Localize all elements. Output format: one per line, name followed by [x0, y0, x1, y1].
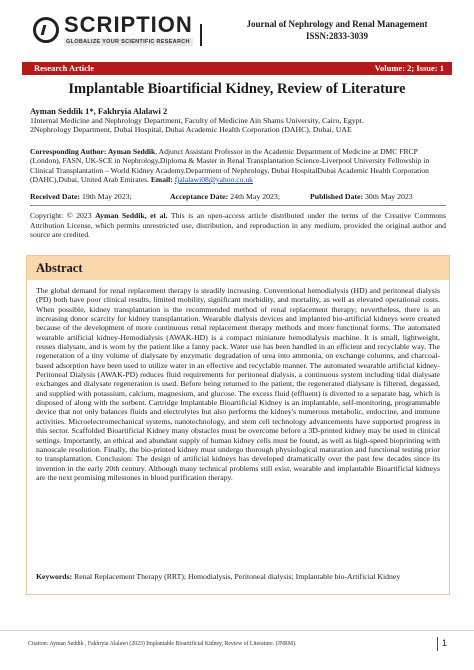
article-band	[22, 62, 452, 75]
article-type: Research Article	[34, 63, 95, 73]
received-value: 19th May 2023;	[81, 192, 132, 201]
footer-divider	[0, 630, 474, 631]
keywords-label: Keywords:	[36, 572, 73, 581]
abstract-header	[27, 256, 449, 280]
received-label: Received Date:	[30, 192, 81, 201]
abstract-heading: Abstract	[36, 261, 83, 275]
logo-mark-icon	[33, 17, 59, 43]
email-link[interactable]: fjalalawi08@yahoo.co.uk	[174, 174, 253, 184]
published-value: 30th May 2023	[365, 192, 413, 201]
corresponding-author	[30, 147, 448, 184]
corresponding-label: Corresponding Author: Ayman Seddik	[30, 147, 156, 156]
publisher-logo	[33, 14, 193, 46]
published-label: Published Date:	[310, 192, 364, 201]
journal-name: Journal of Nephrology and Renal Management	[246, 19, 428, 29]
logo-name: SCRIPTION	[64, 12, 193, 37]
copyright-prefix: Copyright: © 2023	[30, 211, 96, 220]
keywords-list: Renal Replacement Therapy (RRT); Hemodialysis, Peritoneal dialysis; Implantable bio-Artificial Kidney	[72, 572, 401, 581]
abstract-body: The global demand for renal replacement therapy is steadily increasing. Conventional hemodialysis (HD) and peritoneal dialysis (PD) both have poor clinical results, limited mobility, significant morbidity, and mortality, as well as elevated operational costs. When possible, kidney transplantation is the recommended method of renal replacement therapy; nevertheless, there is an increasing donor scarcity for kidney transplantation. Wearable dialysis devices and implanted bio-artificial kidneys were created because of the development of more continuous renal replacement therapy methods and more functional forms. The automated wearable artificial kidney-Hemodialysis (AWAK-HD) is a compact miniature hemodialysis machine. It is small, lightweight, reuses dialysate, and is worn by the patient like a fanny pack. Water use has been handled in an efficient and recyclable way. The regeneration of a tiny volume of dialysate by enzymatic degradation of urea into ammonia, on exchange columns, and charcoal-based adsorption have been used to utilize water in an effective and recyclable manner. The automated wearable artificial kidney- Peritoneal Dialysis (AWAK-PD) reduces fluid requirements for peritoneal dialysis, a continuous system including tidal dialysate exchanges and dialysate regeneration is used. Before being returned to the patient, the regenerated dialysate is filtered, degassed, and supplied with potassium, calcium, magnesium, and glucose. The excess fluid (effluent) is diverted to a separate bag, which is disposed of along with the sorbent. Cartridge Implantable Bioartificial Kidney is an implantable, self-monitoring, programmable device that not only balances fluids and electrolytes but also performs the kidney's numerous metabolic, endocrine, and immune activities. Microelectromechanical systems, nanotechnology, and stem cell technology advancements have supported progress in this sector. Scaffolded Bioartificial Kidney many obstacles must be overcome before a 3D-printed kidney may be used in clinical settings. Importantly, an ethical and abundant supply of human kidney cells must be found, as well as high-speed bioprinting with nanoscale resolution. Finally, the bio-printed kidney must undergo thorough physiological maturation and functional testing prior to transplantation. Conclusion: The design of artificial kidneys has developed dramatically over the past few decades since its invention in the early 20th century. Although many technical problems still exist, wearable and implantable Bioartificial kidneys are the next promising milestones in blood purification therapy.	[36, 286, 440, 482]
divider	[30, 205, 446, 206]
journal-issn: ISSN:2833-3039	[305, 31, 368, 41]
volume-issue: Volume: 2; Issue: 1	[374, 63, 444, 73]
header-divider	[200, 24, 202, 46]
published-date	[310, 192, 413, 201]
keywords	[36, 572, 440, 581]
logo-tagline: GLOBALIZE YOUR SCIENTIFIC RESEARCH	[64, 38, 193, 46]
page-number: 1	[442, 638, 448, 648]
page-header	[0, 0, 474, 58]
journal-info	[232, 18, 442, 42]
affiliation-2: 2Nephrology Department, Dubai Hospital, Dubai Academic Health Corporation (DAHC), Dubai, UAE	[30, 125, 352, 134]
corresponding-details: , Adjunct Assistant Professor in the Academic Department of Medicine at DMC FRCP (London), FASN, UK-SCE in Nephrology,Diploma & Master in Renal Transplantation Science-Liverpool University Fellowship in Clinical Transplantation – World Kidney Academy.Department of Nephrology, Dubai HospitalDubai Academic Health Corporation (DAHC),Dubai, United Arab Emirates.	[30, 147, 430, 184]
abstract-section	[26, 255, 450, 595]
article-title: Implantable Bioartificial Kidney, Review of Literature	[68, 81, 406, 97]
accepted-value: 24th May 2023;	[230, 192, 280, 201]
author-list: Ayman Seddik 1*, Fakhryia Alalawi 2	[30, 106, 168, 116]
copyright-authors: Ayman Seddik, et al.	[95, 211, 168, 220]
copyright-text: This is an open-access article distributed under the terms of the Creative Commons Attribution License, which permits unrestricted use, distribution, and reproduction in any medium, provided the original author and source are credited.	[30, 211, 446, 239]
copyright-notice	[30, 211, 446, 240]
page-number-divider	[437, 637, 438, 651]
received-date	[30, 192, 132, 201]
affiliation-1: 1Internal Medicine and Nephrology Department, Faculty of Medicine Ain Shams University, Cairo, Egypt.	[30, 116, 364, 125]
citation: Citation: Ayman Seddik , Fakhryia Alalawi (2023) Implantable Bioartificial Kidney, Review of Literature. (JNRM).	[28, 641, 297, 647]
accepted-date	[170, 192, 280, 201]
email-label: Email:	[150, 174, 173, 184]
accepted-label: Acceptance Date:	[170, 192, 229, 201]
